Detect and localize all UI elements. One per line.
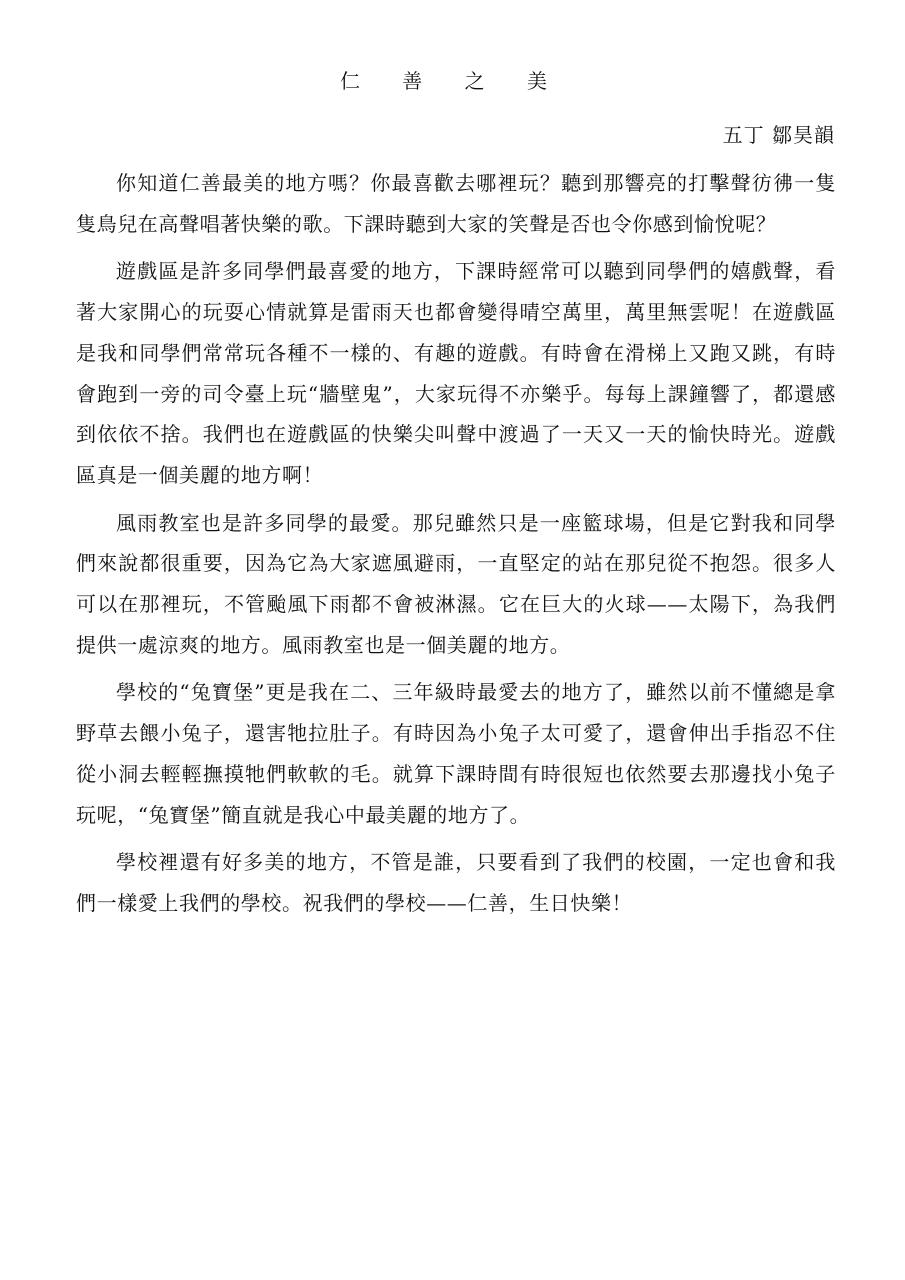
paragraph-2: 遊戲區是許多同學們最喜愛的地方，下課時經常可以聽到同學們的嬉戲聲，看著大家開心的玩耍心情就算是雷雨天也都會變得晴空萬里，萬里無雲呢！在遊戲區是我和同學們常常玩各種不一樣的、有趣的遊戲。有時會在滑梯上又跑又跳，有時會跑到一旁的司令臺上玩“牆壁鬼”，大家玩得不亦樂乎。每每上課鐘響了，都還感到依依不捨。我們也在遊戲區的快樂尖叫聲中渡過了一天又一天的愉快時光。遊戲區真是一個美麗的地方啊！ <box>76 259 836 487</box>
paragraph-5: 學校裡還有好多美的地方，不管是誰，只要看到了我們的校園，一定也會和我們一樣愛上我們的學校。祝我們的學校——仁善，生日快樂！ <box>76 850 836 915</box>
essay-title: 仁 善 之 美 <box>339 69 566 93</box>
paragraph-1: 你知道仁善最美的地方嗎？你最喜歡去哪裡玩？聽到那響亮的打擊聲彷彿一隻隻鳥兒在高聲唱著快樂的歌。下課時聽到大家的笑聲是否也令你感到愉悅呢？ <box>76 171 836 236</box>
paragraph-4: 學校的“兔寶堡”更是我在二、三年級時最愛去的地方了，雖然以前不懂總是拿野草去餵小兔子，還害牠拉肚子。有時因為小兔子太可愛了，還會伸出手指忍不住從小洞去輕輕撫摸牠們軟軟的毛。就算下課時間有時很短也依然要去那邊找小兔子玩呢，“兔寶堡”簡直就是我心中最美麗的地方了。 <box>76 680 836 827</box>
paragraph-3: 風雨教室也是許多同學的最愛。那兒雖然只是一座籃球場，但是它對我和同學們來說都很重要，因為它為大家遮風避雨，一直堅定的站在那兒從不抱怨。很多人可以在那裡玩，不管颱風下雨都不會被淋濕。它在巨大的火球——太陽下，為我們提供一處涼爽的地方。風雨教室也是一個美麗的地方。 <box>76 510 836 657</box>
author-line: 五丁 鄒昊韻 <box>722 123 835 147</box>
essay-body <box>76 163 836 931</box>
